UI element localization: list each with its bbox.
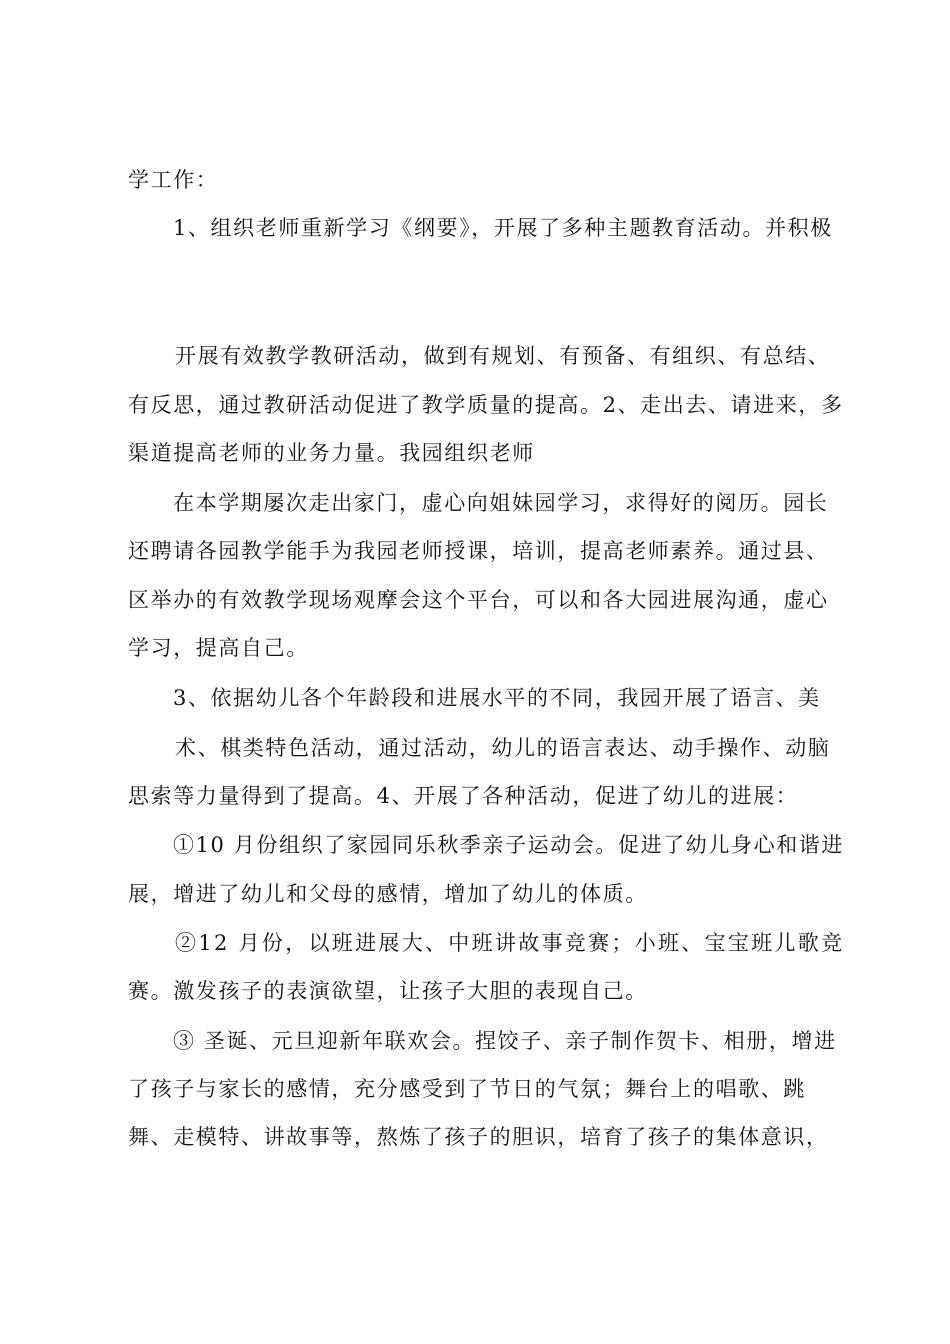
text-line-10: 3、依据幼儿各个年龄段和进展水平的不同，我园开展了语言、美: [173, 686, 821, 710]
text-line-8: 区举办的有效教学现场观摩会这个平台，可以和各大园进展沟通，虚心: [128, 588, 829, 612]
text-line-4: 有反思，通过教研活动促进了教学质量的提高。2、走出去、请进来，多: [128, 393, 844, 417]
text-line-16: 赛。激发孩子的表演欲望，让孩子大胆的表现自己。: [128, 979, 648, 1003]
text-line-13: ①10 月份组织了家园同乐秋季亲子运动会。促进了幼儿身心和谐进: [173, 833, 844, 857]
text-line-12: 思索等力量得到了提高。4、开展了各种活动，促进了幼儿的进展：: [128, 784, 799, 808]
text-line-5: 渠道提高老师的业务力量。我园组织老师: [128, 441, 535, 465]
text-line-15: ②12 月份，以班进展大、中班讲故事竞赛；小班、宝宝班儿歌竞: [175, 931, 845, 955]
text-line-1: 学工作：: [128, 168, 219, 192]
text-line-9: 学习，提高自己。: [128, 636, 309, 660]
text-line-14: 展，增进了幼儿和父母的感情，增加了幼儿的体质。: [128, 882, 648, 906]
text-line-19: 舞、走模特、讲故事等，熬炼了孩子的胆识，培育了孩子的集体意识，: [128, 1125, 829, 1149]
text-line-6: 在本学期屡次走出家门，虚心向姐妹园学习，求得好的阅历。园长: [173, 491, 829, 515]
text-line-2: 1、组织老师重新学习《纲要》，开展了多种主题教育活动。并积极: [173, 216, 833, 240]
text-line-7: 还聘请各园教学能手为我园老师授课，培训，提高老师素养。通过县、: [128, 539, 829, 563]
text-line-3: 开展有效教学教研活动，做到有规划、有预备、有组织、有总结、: [175, 344, 831, 368]
text-line-11: 术、棋类特色活动，通过活动，幼儿的语言表达、动手操作、动脑: [175, 736, 831, 760]
text-line-18: 了孩子与家长的感情，充分感受到了节日的气氛；舞台上的唱歌、跳: [128, 1077, 806, 1101]
text-line-17: ③ 圣诞、元旦迎新年联欢会。捏饺子、亲子制作贺卡、相册，增进: [173, 1029, 837, 1053]
